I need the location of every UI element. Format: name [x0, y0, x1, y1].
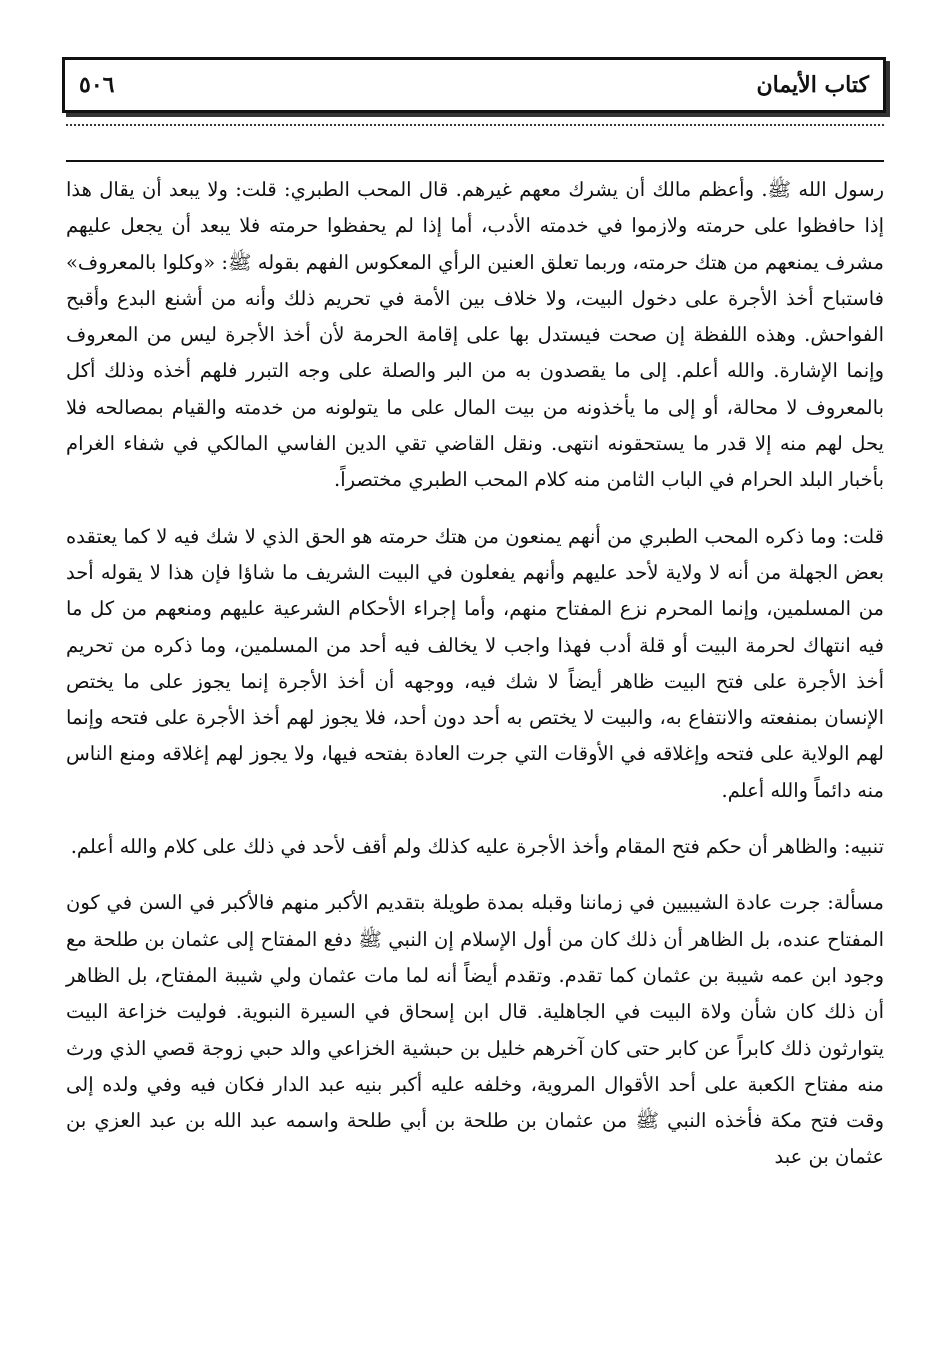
- page-number: ٥٠٦: [79, 72, 115, 98]
- paragraph: رسول الله ﷺ. وأعظم مالك أن يشرك معهم غيرهم. قال المحب الطبري: قلت: ولا يبعد أن يقال هذا إذا حافظوا على حرمته ولازموا في خدمته الأدب، أما إذا لم يحفظوا حرمته فلا يبعد أن يجعل عليهم مشرف يمنعهم من هتك حرمته، وربما تعلق العنين الرأي المعكوس الفهم بقوله ﷺ: «وكلوا بالمعروف» فاستباح أخذ الأجرة على دخول البيت، ولا خلاف بين الأمة في تحريم ذلك وأنه من أشنع البدع وأقبح الفواحش. وهذه اللفظة إن صحت فيستدل بها على إقامة الحرمة لأن أخذ الأجرة ليس من المعروف وإنما الإشارة. والله أعلم. إلى ما يقصدون به من البر والصلة على وجه التبرر فلهم أخذه وذلك أكل بالمعروف لا محالة، أو إلى ما يأخذونه من بيت المال على ما يتولونه من خدمته والقيام بمصالحه فلا يحل لهم منه إلا قدر ما يستحقونه انتهى. ونقل القاضي تقي الدين الفاسي المالكي في شفاء الغرام بأخبار البلد الحرام في الباب الثامن منه كلام المحب الطبري مختصراً.: [66, 178, 884, 492]
- header-rule: [66, 160, 884, 162]
- paragraph: قلت: وما ذكره المحب الطبري من أنهم يمنعون من هتك حرمته هو الحق الذي لا شك فيه لا كما يعتقده بعض الجهلة من أنه لا ولاية لأحد عليهم وأنهم يفعلون في البيت الشريف ما شاؤا فإن هذا لا يقوله أحد من المسلمين، وإنما المحرم نزع المفتاح منهم، وأما إجراء الأحكام الشرعية عليهم ومنعهم من كل ما فيه انتهاك لحرمة البيت أو قلة أدب فهذا واجب لا يخالف فيه أحد من المسلمين، وما ذكره من تحريم أخذ الأجرة على فتح البيت ظاهر أيضاً لا شك فيه، ووجهه أن أخذ الأجرة إنما يجوز على ما يختص الإنسان بمنفعته والانتفاع به، والبيت لا يختص به أحد دون أحد، فلا يجوز لهم أخذ الأجرة على فتحه وإنما لهم الولاية على فتحه وإغلاقه في الأوقات التي جرت العادة بفتحه فيها، ولا يجوز لهم إغلاقه ومنع الناس منه دائماً والله أعلم.: [66, 524, 884, 802]
- page-body: [66, 172, 884, 1176]
- paragraph: تنبيه: والظاهر أن حكم فتح المقام وأخذ الأجرة عليه كذلك ولم أقف لأحد في ذلك على كلام والله أعلم.: [70, 835, 884, 859]
- paragraph: مسألة: جرت عادة الشيبيين في زماننا وقبله بمدة طويلة بتقديم الأكبر منهم فالأكبر في السن في كون المفتاح عنده، بل الظاهر أن ذلك كان من أول الإسلام إن النبي ﷺ دفع المفتاح إلى عثمان بن طلحة مع وجود ابن عمه شيبة بن عثمان كما تقدم. وتقدم أيضاً أنه لما مات عثمان ولي شيبة المفتاح، بل الظاهر أن ذلك كان شأن ولاة البيت في الجاهلية. قال ابن إسحاق في السيرة النبوية. فوليت خزاعة البيت يتوارثون ذلك كابراً عن كابر حتى كان آخرهم خليل بن حبشية الخزاعي والد حبي زوجة قصي الذي ورث منه مفتاح الكعبة على أحد الأقوال المروية، وخلفه عليه أكبر بنيه عبد الدار فكان فيه وفي ولده إلى وقت فتح مكة فأخذه النبي ﷺ من عثمان بن طلحة بن أبي طلحة واسمه عبد الله بن عبد العزي بن عثمان بن عبد: [66, 891, 884, 1169]
- running-title: كتاب الأيمان: [756, 72, 869, 98]
- page-header: [62, 57, 886, 113]
- dotted-divider: [66, 124, 884, 138]
